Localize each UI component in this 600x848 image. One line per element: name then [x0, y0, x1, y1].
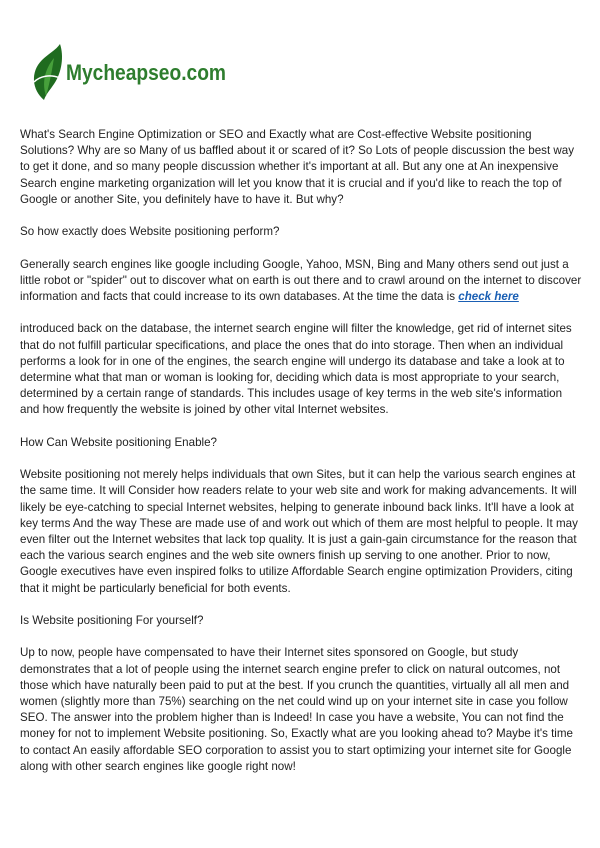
heading-how-it-works: So how exactly does Website positioning perform? — [20, 225, 280, 239]
leaf-logo-icon — [30, 42, 230, 102]
article-body — [20, 127, 582, 791]
logo-text: Mycheapseo.com — [66, 60, 226, 85]
paragraph-database: introduced back on the database, the internet search engine will filter the knowledge, get rid of internet sites that do not fulfill particular specifications, and place the ones that do into storage. Then when an individual performs a look for in one of the engines, the search engine will undergo its database and take a look at to determine what that man or woman is looking for, deciding which data is most appropriate to your search, determined by a certain range of standards. This includes usage of key terms in the web site's information and how frequently the website is joined by other vital Internet websites. — [20, 322, 572, 417]
heading-how-it-helps: How Can Website positioning Enable? — [20, 435, 217, 449]
check-here-link[interactable]: check here — [458, 290, 519, 303]
paragraph-search-engines-text: Generally search engines like google including Google, Yahoo, MSN, Bing and Many others send out just a little robot or "spider" out to discover what on earth is out there and to crawl around on the internet to discover information and facts that could increase to its own databases. At the time the data is — [20, 257, 582, 303]
heading-is-it-for-you: Is Website positioning For yourself? — [20, 614, 204, 627]
paragraph-conclusion: Up to now, people have compensated to have their Internet sites sponsored on Google, but study demonstrates that a lot of people using the internet search engine prefer to click on natural outcomes, not those which have naturally been paid to put at the best. If you crunch the quantities, virtually all all men and women (slightly more than 75%) searching on the net could wind up on your internet site in case you follow SEO. The answer into the problem higher than is Indeed! In case you have a website, You can not find the money for not to implement Website positioning. So, Exactly what are you looking ahead to? Maybe it's time to contact An easily affordable SEO corporation to assist you to start optimizing your internet site for Google along with other search engines like google right now! — [20, 646, 573, 773]
paragraph-intro: What's Search Engine Optimization or SEO and Exactly what are Cost-effective Website positioning Solutions? Why are so Many of us baffled about it or scared of it? So Lots of people discussion the best way to get it done, and so many people discussion whether it's important at all. But any one at An inexpensive Search engine marketing organization will let you know that it is crucial and if you'd like to reach the top of Google or another Site, you definitely have to have it. But why? — [20, 128, 575, 206]
site-logo[interactable] — [30, 42, 230, 102]
paragraph-benefits: Website positioning not merely helps individuals that own Sites, but it can help the various search engines at the same time. It will Consider how readers relate to your web site and work for making advancements. It will likely be eye-catching to special Internet websites, helping to generate inbound back links. It'll have a look at key terms And the way These are made use of and work out which of them are most helpful to people. It may even filter out the Internet websites that lack top quality. It is just a gain-gain circumstance for the reason that each the various search engines and the web site owners finish up serving to one another. Prior to now, Google executives have even inspired folks to utilize Affordable Search engine optimization Providers, citing that it might be particularly beneficial for both events. — [20, 468, 578, 595]
paragraph-search-engines — [20, 257, 582, 306]
